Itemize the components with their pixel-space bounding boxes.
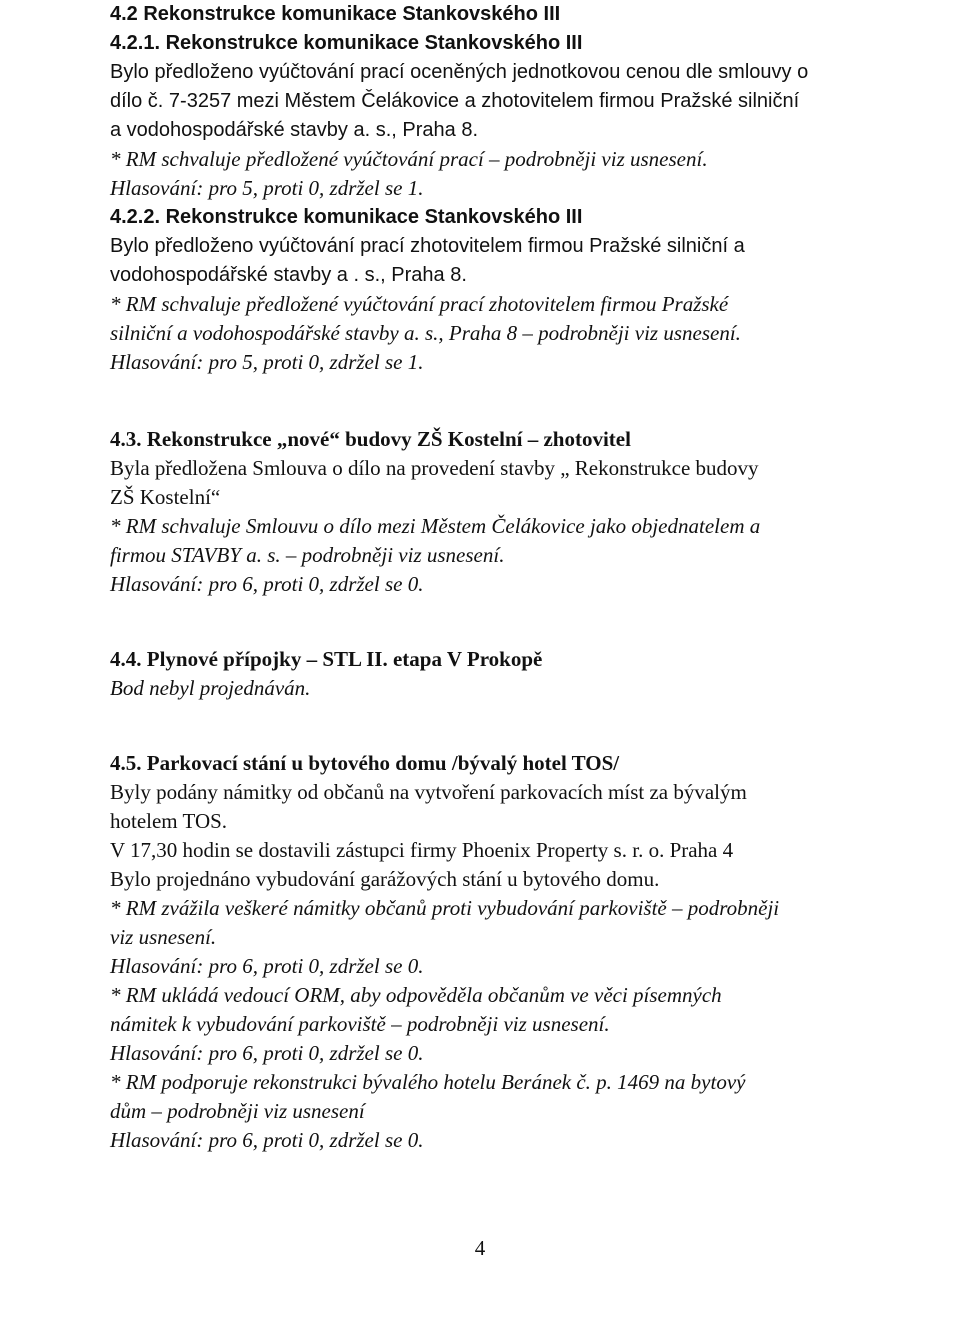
vote-result: Hlasování: pro 5, proti 0, zdržel se 1. [110,350,424,374]
paragraph-line: Bylo projednáno vybudování garážových stání u bytového domu. [110,867,660,891]
section-4-4 [110,645,870,703]
resolution-text: viz usnesení. [110,925,217,949]
paragraph-line: V 17,30 hodin se dostavili zástupci firmy Phoenix Property s. r. o. Praha 4 [110,838,734,862]
vote-result: Hlasování: pro 6, proti 0, zdržel se 0. [110,572,424,596]
vote-result: Hlasování: pro 6, proti 0, zdržel se 0. [110,1128,424,1152]
paragraph-line: Bylo předloženo vyúčtování prací zhotovitelem firmou Pražské silniční a [110,235,745,257]
section-4-3 [110,425,870,599]
subsection-heading: 4.2.1. Rekonstrukce komunikace Stankovského III [110,32,583,54]
section-4-2 [110,0,870,377]
resolution-text: firmou STAVBY a. s. – podrobněji viz usnesení. [110,543,505,567]
paragraph-line: Byla předložena Smlouva o dílo na provedení stavby „ Rekonstrukce budovy [110,456,759,480]
resolution-text: * RM zvážila veškeré námitky občanů proti vybudování parkoviště – podrobněji [110,896,780,920]
paragraph-line: a vodohospodářské stavby a. s., Praha 8. [110,119,478,141]
paragraph-line: Byly podány námitky od občanů na vytvoření parkovacích míst za bývalým [110,780,747,804]
spacer [110,377,870,425]
section-heading: 4.4. Plynové přípojky – STL II. etapa V Prokopě [110,647,543,671]
resolution-text: * RM schvaluje Smlouvu o dílo mezi Městem Čelákovice jako objednatelem a [110,514,761,538]
vote-result: Hlasování: pro 5, proti 0, zdržel se 1. [110,176,424,200]
vote-result: Hlasování: pro 6, proti 0, zdržel se 0. [110,954,424,978]
vote-result: Hlasování: pro 6, proti 0, zdržel se 0. [110,1041,424,1065]
paragraph-line: dílo č. 7-3257 mezi Městem Čelákovice a zhotovitelem firmou Pražské silniční [110,90,800,112]
resolution-text: dům – podrobněji viz usnesení [110,1099,365,1123]
resolution-text: námitek k vybudování parkoviště – podrobněji viz usnesení. [110,1012,610,1036]
page-number: 4 [474,1236,486,1260]
document-page [110,0,870,1155]
spacer [110,599,870,645]
paragraph-line: ZŠ Kostelní“ [110,485,221,509]
section-4-5 [110,749,870,1155]
resolution-text: * RM schvaluje předložené vyúčtování prací – podrobněji viz usnesení. [110,147,708,171]
section-heading: 4.5. Parkovací stání u bytového domu /bývalý hotel TOS/ [110,751,620,775]
paragraph-line: vodohospodářské stavby a . s., Praha 8. [110,264,467,286]
resolution-text: silniční a vodohospodářské stavby a. s., Praha 8 – podrobněji viz usnesení. [110,321,741,345]
spacer [110,703,870,749]
subsection-heading: 4.2.2. Rekonstrukce komunikace Stankovského III [110,206,583,228]
section-heading: 4.2 Rekonstrukce komunikace Stankovského III [110,3,561,25]
paragraph-line: hotelem TOS. [110,809,228,833]
resolution-text: * RM podporuje rekonstrukci bývalého hotelu Beránek č. p. 1469 na bytový [110,1070,746,1094]
paragraph-line: Bylo předloženo vyúčtování prací oceněných jednotkovou cenou dle smlouvy o [110,61,809,83]
note-text: Bod nebyl projednáván. [110,676,311,700]
section-heading: 4.3. Rekonstrukce „nové“ budovy ZŠ Kostelní – zhotovitel [110,427,631,451]
resolution-text: * RM schvaluje předložené vyúčtování prací zhotovitelem firmou Pražské [110,292,729,316]
resolution-text: * RM ukládá vedoucí ORM, aby odpověděla občanům ve věci písemných [110,983,722,1007]
